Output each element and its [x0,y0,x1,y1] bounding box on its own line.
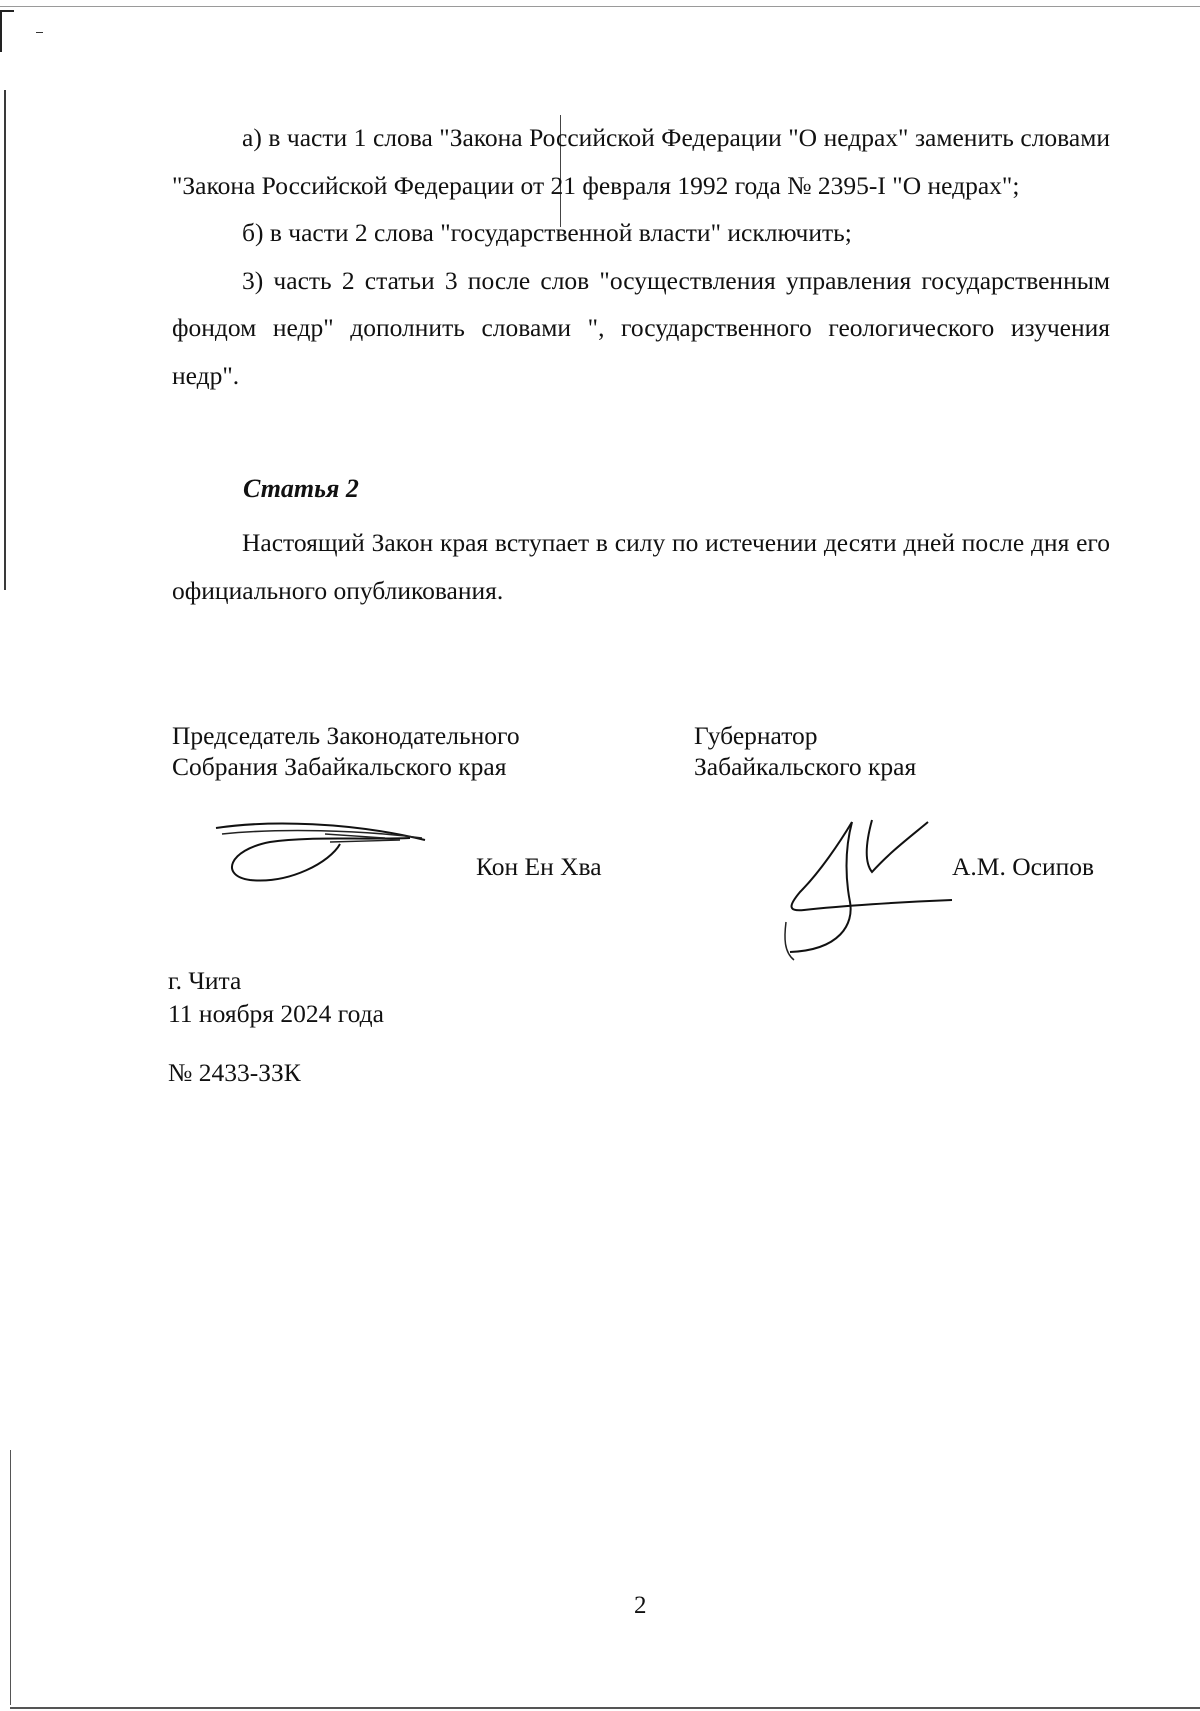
article-2-paragraph: Настоящий Закон края вступает в силу по истечении десяти дней после дня его официального опубликования. [172,528,1110,605]
date: 11 ноября 2024 года [168,999,384,1028]
scan-edge-top [0,6,1200,7]
page-number: 2 [634,1592,647,1619]
chairman-title-line2: Собрания Забайкальского края [172,752,507,781]
governor-title-line1: Губернатор [694,721,818,750]
chairman-signature [210,812,440,892]
article-2-text [172,519,1110,615]
scan-corner-mark [0,10,14,52]
chairman-title [172,720,520,782]
scan-dash-mark [36,32,43,33]
scan-edge-left [4,90,6,590]
scan-edge-left-bottom [10,1450,11,1705]
chairman-title-line1: Председатель Законодательного [172,721,520,750]
governor-title [694,720,916,782]
city: г. Чита [168,966,242,995]
law-number: № 2433-ЗЗК [168,1058,301,1087]
scan-edge-bottom [10,1707,1200,1709]
amendment-text [172,114,1110,399]
governor-title-line2: Забайкальского края [694,752,917,781]
article-heading: Статья 2 [243,474,359,503]
paragraph-b: б) в части 2 слова "государственной власти" исключить; [242,218,852,247]
chairman-name: Кон Ен Хва [476,852,602,881]
paragraph-3: 3) часть 2 статьи 3 после слов "осуществления управления государственным фондом недр" дополнить словами ", государственного геологического изучения недр". [172,265,1110,390]
governor-name: А.М. Осипов [952,852,1095,881]
paragraph-a: а) в части 1 слова "Закона Российской Федерации "О недрах" заменить словами "Закона Российской Федерации от 21 февраля 1992 года № 2395-I "О недрах"; [172,123,1110,200]
governor-signature [780,812,970,962]
